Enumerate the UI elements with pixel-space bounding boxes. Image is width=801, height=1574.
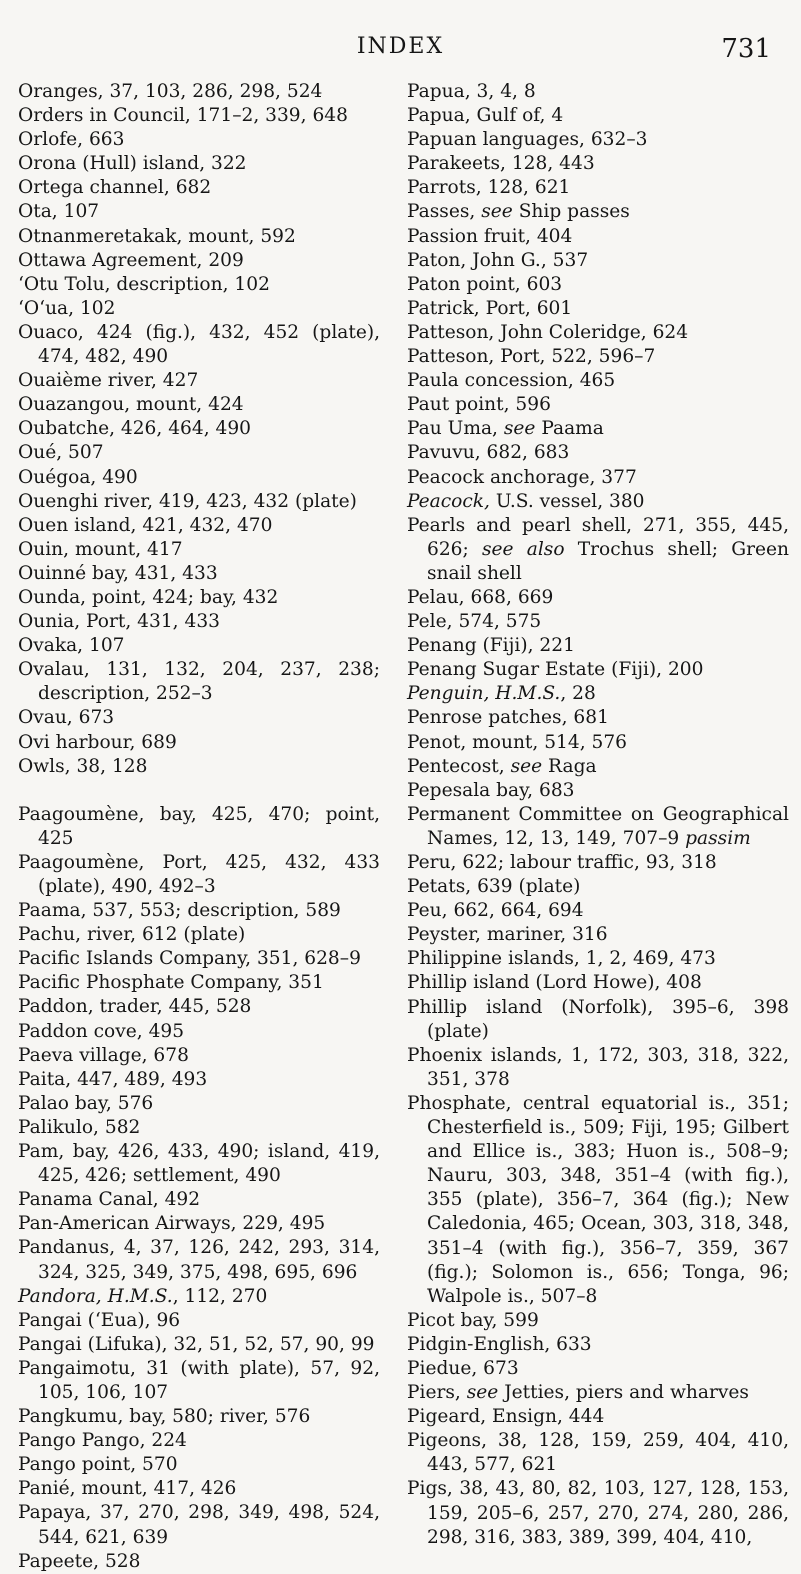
index-entry-text: Permanent Committee on Geographical Names, 12, 13, 149, 707–9 bbox=[407, 803, 789, 849]
index-entry-text: Passes, bbox=[407, 201, 482, 223]
index-entry bbox=[18, 851, 380, 899]
index-column-right bbox=[407, 80, 789, 1550]
index-entry bbox=[18, 249, 380, 273]
index-entry-text: Peu, 662, 664, 694 bbox=[407, 900, 584, 922]
index-entry-text: U.S. vessel, 380 bbox=[489, 490, 645, 512]
index-entry bbox=[18, 200, 380, 224]
index-entry-text: Jetties, piers and wharves bbox=[498, 1382, 749, 1404]
index-entry-text: Patteson, Port, 522, 596–7 bbox=[407, 346, 656, 368]
index-entry-text: Patteson, John Coleridge, 624 bbox=[407, 321, 689, 343]
index-entry bbox=[18, 538, 380, 562]
index-entry-text: Paton point, 603 bbox=[407, 273, 563, 295]
index-entry-text: Peru, 622; labour traffic, 93, 318 bbox=[407, 852, 717, 873]
index-entry-text: Palikulo, 582 bbox=[18, 1116, 141, 1138]
index-entry-text: Pavuvu, 682, 683 bbox=[407, 442, 570, 464]
index-entry bbox=[407, 634, 789, 658]
index-entry bbox=[18, 1429, 380, 1453]
page-number: 731 bbox=[721, 34, 771, 64]
index-entry bbox=[18, 634, 380, 658]
index-entry-text: Ovaka, 107 bbox=[18, 635, 125, 657]
index-entry-text: Paddon, trader, 445, 528 bbox=[18, 996, 252, 1018]
index-entry-text: Pangkumu, bay, 580; river, 576 bbox=[18, 1406, 311, 1428]
index-entry-text: Pigeons, 38, 128, 159, 259, 404, 410, 443, 577, 621 bbox=[407, 1430, 789, 1476]
index-entry-text: Pan-American Airways, 229, 495 bbox=[18, 1213, 326, 1235]
index-entry-text: Phosphate, central equatorial is., 351; Chesterfield is., 509; Fiji, 195; Gilbert and Ellice is., 383; Huon is., 508–9; Nauru, 303, 348, 351–4 (with fig.), 355 (plate), 356–7, 364 (fig.); New Caledonia, 465; Ocean, 303, 318, 348, 351–4 (with fig.), 356–7, 359, 367 (fig.); Solomon is., 656; Tonga, 96; Walpole is., 507–8 bbox=[407, 1092, 789, 1307]
index-entry-text: Pepesala bay, 683 bbox=[407, 779, 575, 801]
index-entry bbox=[407, 345, 789, 369]
index-entry bbox=[407, 490, 789, 514]
index-entry-text: Ouaième river, 427 bbox=[18, 370, 199, 392]
index-entry-text: Ouégoa, 490 bbox=[18, 466, 138, 488]
index-entry-text: Piers, bbox=[407, 1382, 467, 1404]
index-entry-text: Paeva village, 678 bbox=[18, 1044, 189, 1066]
index-entry-text: Ouenghi river, 419, 423, 432 (plate) bbox=[18, 490, 357, 512]
index-entry-text: , 112, 270 bbox=[172, 1285, 268, 1307]
index-entry-text: Papuan languages, 632–3 bbox=[407, 129, 648, 151]
index-entry-text: Pacific Phosphate Company, 351 bbox=[18, 972, 324, 994]
index-entry bbox=[18, 923, 380, 947]
index-entry bbox=[18, 1188, 380, 1212]
index-entry-text: Paama bbox=[535, 418, 604, 440]
index-entry bbox=[18, 393, 380, 417]
index-entry-text: Panama Canal, 492 bbox=[18, 1189, 201, 1211]
index-entry bbox=[18, 441, 380, 465]
index-entry bbox=[407, 731, 789, 755]
index-entry bbox=[18, 1236, 380, 1284]
index-entry bbox=[18, 1333, 380, 1357]
index-entry-text: Ortega channel, 682 bbox=[18, 177, 212, 199]
index-entry bbox=[18, 1020, 380, 1044]
index-entry-text: Paddon cove, 495 bbox=[18, 1020, 185, 1042]
index-column-left bbox=[18, 80, 380, 1574]
index-entry-text: Parakeets, 128, 443 bbox=[407, 153, 595, 175]
index-entry bbox=[407, 176, 789, 200]
index-entry bbox=[18, 369, 380, 393]
index-entry-text: Owls, 38, 128 bbox=[18, 755, 148, 777]
index-entry bbox=[18, 1116, 380, 1140]
index-entry-text: Philippine islands, 1, 2, 469, 473 bbox=[407, 948, 716, 970]
index-entry bbox=[18, 321, 380, 369]
index-entry-text: ‘Otu Tolu, description, 102 bbox=[18, 273, 270, 295]
index-entry bbox=[18, 995, 380, 1019]
index-entry bbox=[407, 658, 789, 682]
index-entry bbox=[407, 875, 789, 899]
index-entry bbox=[18, 104, 380, 128]
index-entry bbox=[407, 152, 789, 176]
index-entry-text: Petats, 639 (plate) bbox=[407, 876, 581, 898]
index-entry-text: Ouaco, 424 (fig.), 432, 452 (plate), 474, 482, 490 bbox=[18, 321, 380, 368]
index-entry bbox=[407, 441, 789, 465]
index-entry-text: Pangaimotu, 31 (with plate), 57, 92, 105, 106, 107 bbox=[18, 1357, 380, 1403]
index-entry bbox=[407, 369, 789, 393]
index-entry bbox=[18, 176, 380, 200]
index-entry bbox=[18, 755, 380, 779]
index-entry bbox=[407, 899, 789, 923]
index-entry bbox=[407, 1092, 789, 1309]
index-entry bbox=[407, 706, 789, 730]
index-entry bbox=[18, 1357, 380, 1405]
page-header bbox=[0, 34, 801, 74]
index-entry bbox=[407, 851, 789, 875]
index-entry bbox=[407, 996, 789, 1044]
index-entry-text: Pam, bay, 426, 433, 490; island, 419, 425, 426; settlement, 490 bbox=[18, 1141, 380, 1187]
index-entry-text: Papaya, 37, 270, 298, 349, 498, 524, 544, 621, 639 bbox=[18, 1502, 380, 1548]
index-entry bbox=[407, 225, 789, 249]
index-entry bbox=[18, 1501, 380, 1549]
index-entry-text: Paama, 537, 553; description, 589 bbox=[18, 900, 341, 922]
page-title: INDEX bbox=[356, 34, 445, 59]
index-entry bbox=[407, 104, 789, 128]
index-entry bbox=[407, 1357, 789, 1381]
index-entry-text: Peacock anchorage, 377 bbox=[407, 466, 637, 488]
index-entry-text: Pele, 574, 575 bbox=[407, 611, 542, 633]
index-entry bbox=[18, 1068, 380, 1092]
index-entry-text: Pigeard, Ensign, 444 bbox=[407, 1406, 605, 1428]
index-entry-text: Paagoumène, Port, 425, 432, 433 (plate), 490, 492–3 bbox=[18, 851, 380, 897]
index-entry bbox=[407, 393, 789, 417]
index-entry-text: Penang (Fiji), 221 bbox=[407, 635, 575, 657]
index-entry-text: Pachu, river, 612 (plate) bbox=[18, 924, 246, 946]
index-entry-text: Paut point, 596 bbox=[407, 394, 551, 416]
index-entry-italic-text: see bbox=[510, 755, 543, 777]
index-entry-text: Papua, Gulf of, 4 bbox=[407, 105, 564, 127]
index-entry-text: Pandanus, 4, 37, 126, 242, 293, 314, 324, 325, 349, 375, 498, 695, 696 bbox=[18, 1237, 380, 1283]
index-entry bbox=[407, 1477, 789, 1549]
index-entry-text: Ounia, Port, 431, 433 bbox=[18, 611, 220, 633]
index-entry bbox=[407, 755, 789, 779]
index-entry-text: ‘O‘ua, 102 bbox=[18, 297, 116, 319]
index-entry-text: Pearls and pearl shell, 271, 355, 445, 626; bbox=[407, 514, 789, 560]
index-entry-text: Paita, 447, 489, 493 bbox=[18, 1068, 208, 1090]
index-entry bbox=[407, 1381, 789, 1405]
index-entry-text: Pangai (‘Eua), 96 bbox=[18, 1309, 181, 1331]
index-entry-text: Penrose patches, 681 bbox=[407, 707, 609, 729]
index-entry bbox=[18, 466, 380, 490]
index-entry-italic-text: Pandora, H.M.S. bbox=[18, 1285, 173, 1307]
index-entry-text: Papeete, 528 bbox=[18, 1550, 141, 1572]
index-entry-text: Pango Pango, 224 bbox=[18, 1430, 187, 1452]
index-entry bbox=[407, 297, 789, 321]
index-entry bbox=[407, 200, 789, 224]
index-entry-text: Phillip island (Lord Howe), 408 bbox=[407, 972, 702, 994]
index-entry-text: Ottawa Agreement, 209 bbox=[18, 249, 244, 271]
index-entry bbox=[407, 417, 789, 441]
index-entry-text: Ovau, 673 bbox=[18, 707, 115, 729]
index-entry bbox=[407, 610, 789, 634]
index-entry bbox=[18, 658, 380, 706]
index-entry-text: Ouin, mount, 417 bbox=[18, 538, 183, 560]
index-entry-text: Pentecost, bbox=[407, 755, 511, 777]
index-entry bbox=[18, 490, 380, 514]
index-entry-text: Ovi harbour, 689 bbox=[18, 731, 177, 753]
index-entry-text: Paton, John G., 537 bbox=[407, 249, 589, 271]
index-entry-italic-text: see bbox=[503, 418, 536, 440]
index-entry-italic-text: passim bbox=[685, 827, 751, 849]
index-entry-text: , 28 bbox=[560, 683, 596, 705]
index-entry bbox=[18, 1550, 380, 1574]
index-entry bbox=[18, 1453, 380, 1477]
index-entry-text: Passion fruit, 404 bbox=[407, 225, 573, 247]
index-entry bbox=[407, 586, 789, 610]
index-entry bbox=[18, 273, 380, 297]
index-entry-text: Phillip island (Norfolk), 395–6, 398 (plate) bbox=[407, 996, 789, 1042]
index-entry-italic-text: Penguin, H.M.S. bbox=[407, 683, 561, 705]
index-entry bbox=[18, 1285, 380, 1309]
index-entry-italic-text: see also bbox=[481, 538, 565, 560]
index-entry bbox=[18, 947, 380, 971]
index-entry bbox=[407, 1309, 789, 1333]
index-entry-text: Orders in Council, 171–2, 339, 648 bbox=[18, 105, 348, 127]
index-entry-text: Oranges, 37, 103, 286, 298, 524 bbox=[18, 81, 323, 102]
index-entry-text: Ouinné bay, 431, 433 bbox=[18, 562, 218, 584]
index-entry-text: Oué, 507 bbox=[18, 442, 104, 464]
index-entry bbox=[18, 80, 380, 104]
index-entry bbox=[18, 152, 380, 176]
index-entry bbox=[407, 514, 789, 586]
index-entry bbox=[18, 297, 380, 321]
index-entry bbox=[407, 923, 789, 947]
index-entry bbox=[18, 1212, 380, 1236]
index-entry-text: Ota, 107 bbox=[18, 201, 100, 223]
index-entry bbox=[18, 225, 380, 249]
index-entry bbox=[407, 466, 789, 490]
index-entry-text: Ouazangou, mount, 424 bbox=[18, 394, 244, 416]
index-entry-text: Panié, mount, 417, 426 bbox=[18, 1478, 237, 1500]
index-entry-text: Paagoumène, bay, 425, 470; point, 425 bbox=[18, 803, 380, 849]
index-entry-text: Phoenix islands, 1, 172, 303, 318, 322, 351, 378 bbox=[407, 1044, 789, 1090]
index-entry-text: Ouen island, 421, 432, 470 bbox=[18, 514, 273, 536]
index-entry-text: Picot bay, 599 bbox=[407, 1309, 539, 1331]
index-entry-text: Orlofe, 663 bbox=[18, 129, 125, 151]
index-entry-text: Penang Sugar Estate (Fiji), 200 bbox=[407, 659, 704, 681]
index-entry bbox=[18, 1044, 380, 1068]
index-entry bbox=[18, 803, 380, 851]
index-entry bbox=[18, 514, 380, 538]
index-entry bbox=[407, 249, 789, 273]
index-entry bbox=[407, 779, 789, 803]
index-entry bbox=[407, 971, 789, 995]
index-entry bbox=[407, 803, 789, 851]
index-entry-text: Pangai (Lifuka), 32, 51, 52, 57, 90, 99 bbox=[18, 1333, 375, 1355]
index-entry bbox=[18, 586, 380, 610]
index-entry-text: Otnanmeretakak, mount, 592 bbox=[18, 225, 296, 247]
index-entry bbox=[407, 128, 789, 152]
index-entry bbox=[407, 80, 789, 104]
index-entry-text: Ship passes bbox=[512, 201, 630, 223]
index-entry-text: Pacific Islands Company, 351, 628–9 bbox=[18, 948, 361, 970]
index-entry-text: Orona (Hull) island, 322 bbox=[18, 153, 247, 175]
index-entry-text: Pau Uma, bbox=[407, 418, 504, 440]
index-entry-text: Penot, mount, 514, 576 bbox=[407, 731, 628, 753]
index-entry bbox=[18, 1140, 380, 1188]
index-entry bbox=[407, 273, 789, 297]
index-entry-text: Pango point, 570 bbox=[18, 1454, 178, 1476]
index-entry bbox=[18, 1477, 380, 1501]
index-entry-text: Palao bay, 576 bbox=[18, 1092, 154, 1114]
index-entry bbox=[18, 971, 380, 995]
index-entry-text: Pelau, 668, 669 bbox=[407, 586, 554, 608]
index-entry bbox=[18, 899, 380, 923]
index-entry bbox=[18, 417, 380, 441]
index-entry-text: Paula concession, 465 bbox=[407, 370, 616, 392]
index-entry bbox=[18, 731, 380, 755]
index-entry bbox=[407, 321, 789, 345]
index-entry bbox=[407, 1333, 789, 1357]
index-entry-text: Peyster, mariner, 316 bbox=[407, 924, 608, 946]
index-entry bbox=[407, 947, 789, 971]
index-entry-text: Raga bbox=[542, 755, 597, 777]
index-entry-text: Papua, 3, 4, 8 bbox=[407, 81, 536, 102]
index-entry-italic-text: see bbox=[466, 1382, 499, 1404]
index-entry bbox=[18, 128, 380, 152]
index-entry-italic-text: see bbox=[481, 201, 513, 223]
index-entry-text: Oubatche, 426, 464, 490 bbox=[18, 418, 252, 440]
index-entry-text: Piedue, 673 bbox=[407, 1357, 519, 1379]
index-entry bbox=[407, 1044, 789, 1092]
index-entry bbox=[407, 1405, 789, 1429]
index-entry bbox=[18, 706, 380, 730]
index-entry-italic-text: Peacock, bbox=[407, 490, 490, 512]
index-entry-text: Ounda, point, 424; bay, 432 bbox=[18, 586, 279, 608]
index-entry bbox=[407, 1429, 789, 1477]
index-entry-text: Pigs, 38, 43, 80, 82, 103, 127, 128, 153, 159, 205–6, 257, 270, 274, 280, 286, 298, 316, 383, 389, 399, 404, 410, bbox=[407, 1478, 789, 1548]
index-entry bbox=[18, 1092, 380, 1116]
index-entry bbox=[18, 562, 380, 586]
index-entry-text: Pidgin-English, 633 bbox=[407, 1333, 592, 1355]
index-entry bbox=[18, 610, 380, 634]
index-entry-text: Parrots, 128, 621 bbox=[407, 177, 571, 199]
index-entry bbox=[18, 1309, 380, 1333]
index-entry-text: Trochus shell; Green snail shell bbox=[427, 538, 789, 584]
index-entry-text: Patrick, Port, 601 bbox=[407, 297, 573, 319]
index-entry bbox=[18, 1405, 380, 1429]
index-entry bbox=[407, 682, 789, 706]
index-entry-text: Ovalau, 131, 132, 204, 237, 238; description, 252–3 bbox=[18, 659, 380, 705]
